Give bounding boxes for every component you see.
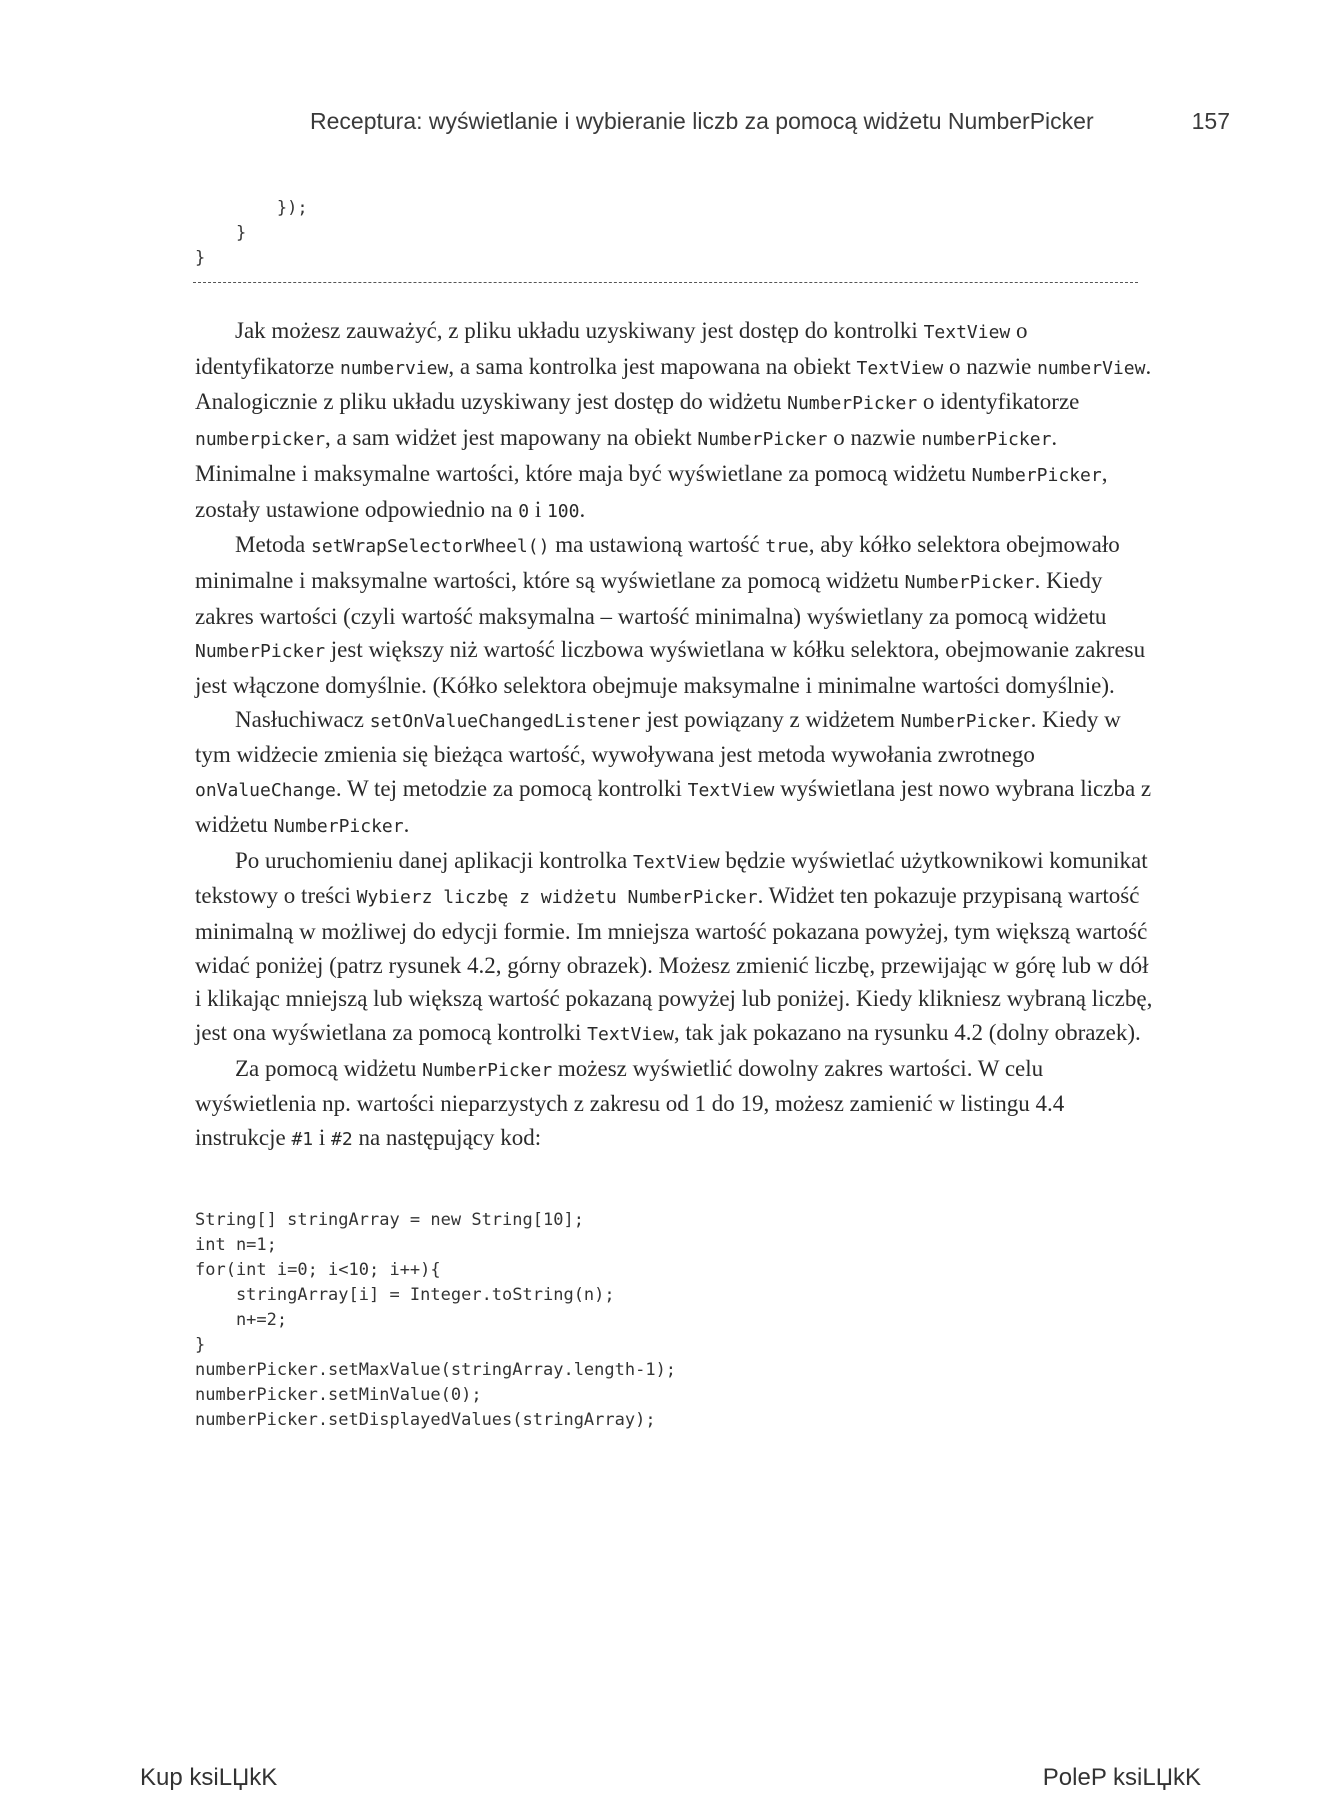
text-run: będzie wyświetlać użytkownikowi komunikat tekstowy o treści <box>195 847 1148 909</box>
inline-code: TextView <box>587 1024 674 1046</box>
text-run: ma ustawioną wartość <box>549 532 766 558</box>
text-run: jest większy niż wartość liczbowa wyświetlana w kółku selektora, obejmowanie zakresu jest włączone domyślnie. (Kółko selektora obejmuje maksymalne i minimalne wartości domyślnie). <box>195 637 1146 699</box>
text-run: , aby kółko selektora obejmowało minimalne i maksymalne wartości, które są wyświetlane za pomocą widżetu <box>195 532 1120 593</box>
inline-code: NumberPicker <box>422 1059 553 1081</box>
text-run: , a sam widżet jest mapowany na obiekt <box>325 425 698 451</box>
inline-code: 0 <box>518 500 530 522</box>
inline-code: NumberPicker <box>697 429 828 451</box>
inline-code: NumberPicker <box>195 641 326 663</box>
inline-code: 100 <box>546 500 580 522</box>
listing-end-separator <box>193 282 1138 283</box>
text-run: . Minimalne i maksymalne wartości, które maja być wyświetlane za pomocą widżetu <box>195 425 1058 486</box>
text-run: Metoda <box>235 532 312 558</box>
inline-code: #2 <box>331 1129 353 1151</box>
header-title: Receptura: wyświetlanie i wybieranie liczb za pomocą widżetu NumberPicker <box>310 108 1094 134</box>
page-number: 157 <box>1191 108 1230 134</box>
text-run: o identyfikatorze <box>917 389 1080 415</box>
text-run: możesz wyświetlić dowolny zakres wartości. W celu wyświetlenia np. wartości nieparzystych z zakresu od 1 do 19, możesz zamienić w listingu 4.4 instrukcje <box>195 1055 1065 1151</box>
text-run: . Analogicznie z pliku układu uzyskiwany jest dostęp do widżetu <box>195 353 1152 415</box>
text-run: . Widżet ten pokazuje przypisaną wartość minimalną w możliwej do edycji formie. Im mniejsza wartość pokazana powyżej, tym większą wartość widać poniżej (patrz rysunek 4.2, górny obrazek). Możesz zmienić liczbę, przewijając w górę lub w dół i klikając mniejszą lub większą wartość pokazaną powyżej lub poniżej. Kiedy klikniesz wybraną liczbę, jest ona wyświetlana za pomocą kontrolki <box>195 883 1153 1046</box>
text-run: wyświetlana jest nowo wybrana liczba z widżetu <box>195 776 1152 837</box>
text-run: , a sama kontrolka jest mapowana na obiekt <box>448 353 857 379</box>
text-run: . W tej metodzie za pomocą kontrolki <box>335 776 688 802</box>
inline-code: true <box>765 536 809 558</box>
text-run: Po uruchomieniu danej aplikacji kontrolka <box>235 847 633 873</box>
inline-code: NumberPicker <box>900 710 1031 732</box>
text-run: Nasłuchiwacz <box>235 706 370 732</box>
inline-code: TextView <box>923 322 1011 343</box>
paragraph <box>195 314 1155 528</box>
code-block-bottom: String[] stringArray = new String[10]; int n=1; for(int i=0; i<10; i++){ stringArray[i] = Integer.toString(n); n+=2; } numberPicker.setMaxValue(stringArray.length-1); numberPicker.setMinValue(0); numberPicker.setDisplayedValues(stringArray); <box>195 1210 677 1430</box>
text-run: . Kiedy zakres wartości (czyli wartość maksymalna – wartość minimalna) wyświetlany za pomocą widżetu <box>195 567 1107 629</box>
paragraph <box>195 844 1155 1052</box>
paragraph <box>195 1052 1155 1157</box>
text-run: , zostały ustawione odpowiednio na <box>195 460 1108 522</box>
text-run: na następujący kod: <box>352 1125 542 1151</box>
inline-code: TextView <box>687 780 775 802</box>
inline-code: NumberPicker <box>273 815 404 837</box>
text-run: i <box>529 496 547 522</box>
code-block-top: }); } } <box>195 198 308 268</box>
inline-code: numberView <box>1037 357 1146 379</box>
footer-link-recommend-book[interactable]: PoleP ksiLЏkK <box>1042 1764 1201 1791</box>
footer-link-buy-book[interactable]: Kup ksiLЏkK <box>140 1764 278 1791</box>
text-run: . Kiedy w tym widżecie zmienia się bieżąca wartość, wywoływana jest metoda wywołania zwrotnego <box>195 706 1121 768</box>
text-run: o nazwie <box>943 353 1038 379</box>
paragraph <box>195 703 1155 844</box>
inline-code: setWrapSelectorWheel() <box>311 536 550 558</box>
inline-code: TextView <box>632 851 720 873</box>
text-run: . <box>579 496 586 522</box>
paragraph <box>195 528 1155 703</box>
inline-code: Wybierz liczbę z widżetu NumberPicker <box>356 887 758 909</box>
text-run: Za pomocą widżetu <box>235 1055 423 1081</box>
inline-code: NumberPicker <box>971 464 1102 486</box>
text-run: o identyfikatorze <box>195 318 1028 379</box>
text-run: Jak możesz zauważyć, z pliku układu uzyskiwany jest dostęp do kontrolki <box>235 318 924 343</box>
inline-code: numberpicker <box>195 429 326 451</box>
text-run: o nazwie <box>827 425 922 451</box>
text-run: jest powiązany z widżetem <box>640 706 901 732</box>
inline-code: NumberPicker <box>904 571 1035 593</box>
inline-code: onValueChange <box>195 780 336 802</box>
inline-code: #1 <box>291 1129 314 1151</box>
inline-code: TextView <box>856 357 944 379</box>
body-text <box>195 314 1155 1157</box>
inline-code: numberPicker <box>921 429 1052 451</box>
inline-code: numberview <box>339 357 449 379</box>
text-run: , tak jak pokazano na rysunku 4.2 (dolny obrazek). <box>673 1020 1141 1046</box>
inline-code: setOnValueChangedListener <box>369 710 641 732</box>
inline-code: NumberPicker <box>787 393 918 415</box>
text-run: i <box>313 1125 332 1151</box>
text-run: . <box>403 811 410 837</box>
